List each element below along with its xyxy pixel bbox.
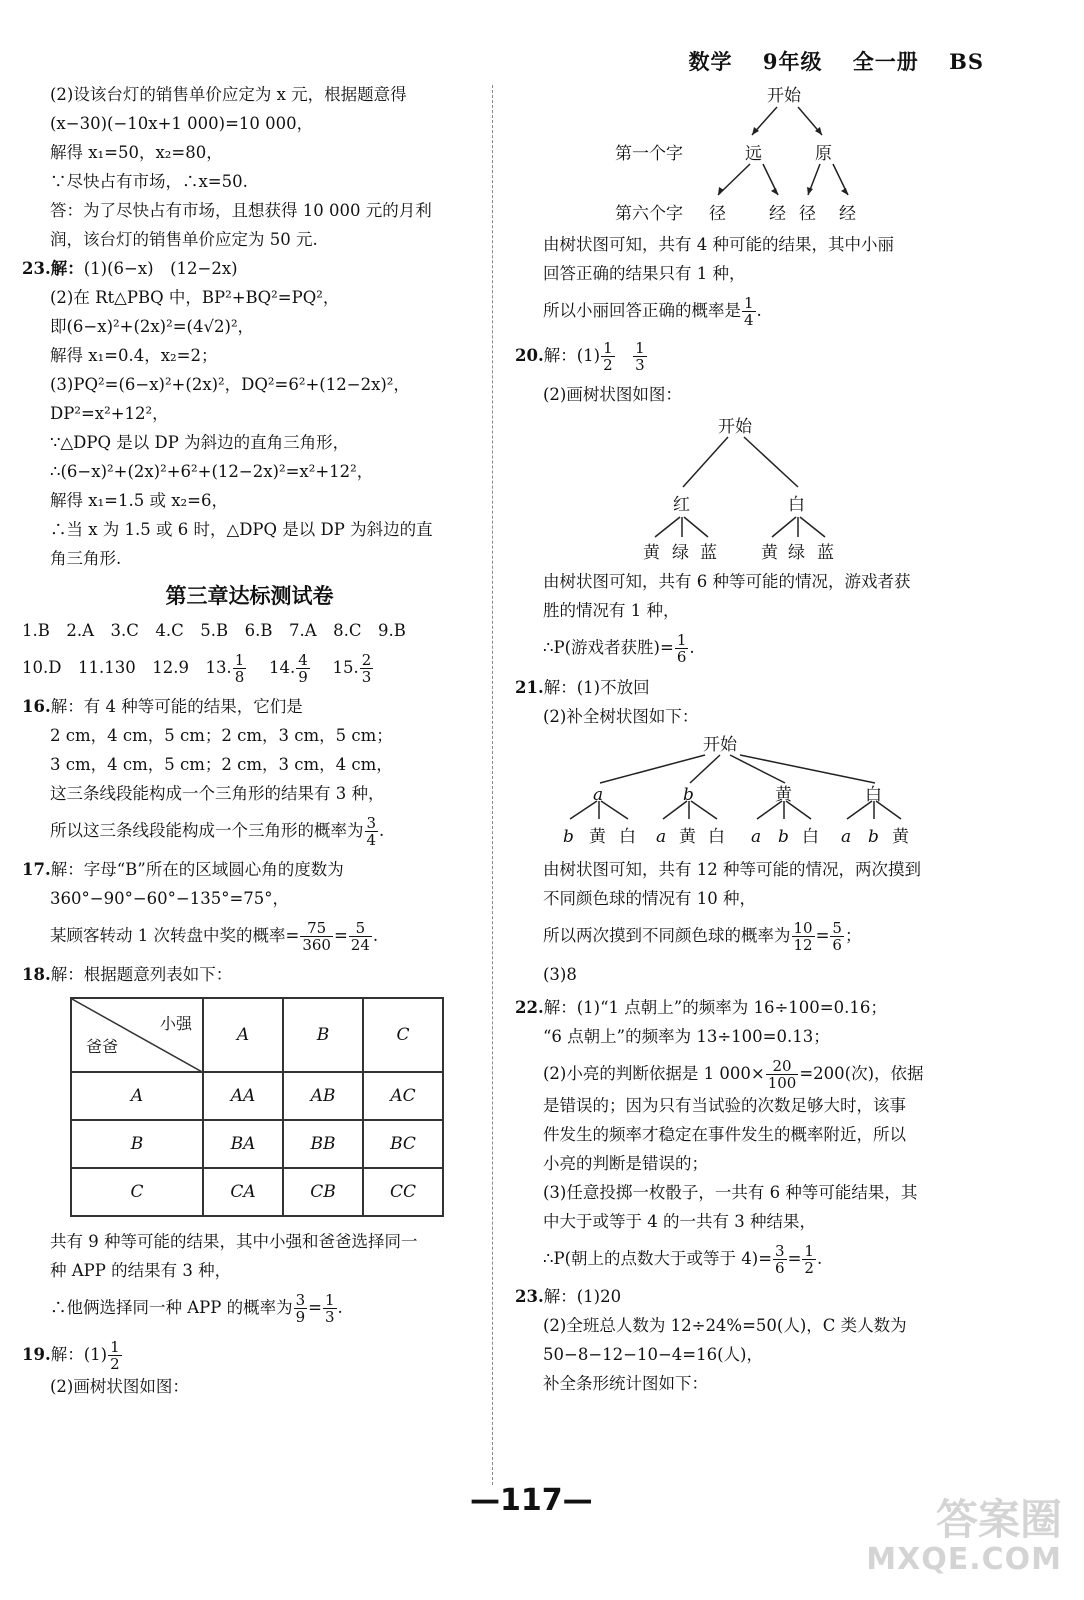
header-edition: BS xyxy=(949,49,984,74)
tree-node: 白 xyxy=(619,827,636,847)
text-line: (2)画树状图如图： xyxy=(543,385,682,404)
table-header-row xyxy=(71,998,443,1072)
fraction xyxy=(773,1243,787,1276)
watermark-url: MXQE.COM xyxy=(866,1542,1062,1577)
tree-node: a xyxy=(656,827,667,847)
text-span: ∴他俩选择同一种 APP 的概率为 xyxy=(50,1298,293,1317)
text-line xyxy=(543,1058,985,1091)
denominator: 12 xyxy=(793,936,813,954)
text-line: 胜的情况有 1 种， xyxy=(543,601,680,620)
q16-body xyxy=(22,721,477,848)
question-number: 18. xyxy=(22,965,51,984)
header-subject: 数学 xyxy=(688,49,733,74)
table-cell: CC xyxy=(363,1168,443,1216)
left-column xyxy=(22,80,477,1401)
text-line: 解得 x₁=50，x₂=80， xyxy=(50,143,223,162)
q22-body xyxy=(515,1022,985,1276)
tree-node: b xyxy=(868,827,879,847)
text-line: (1)(6−x) (12−2x) xyxy=(83,259,238,278)
text-line: 共有 9 种等可能的结果，其中小强和爸爸选择同一 xyxy=(50,1232,418,1251)
tree-node-root: 开始 xyxy=(718,417,752,437)
q23-body xyxy=(22,283,477,573)
tree-node: 蓝 xyxy=(700,543,717,563)
right-column xyxy=(515,80,985,1398)
fraction xyxy=(294,1292,308,1325)
tree-node: a xyxy=(841,827,852,847)
text-line: ∵△DPQ 是以 DP 为斜边的直角三角形， xyxy=(50,433,350,452)
answer-text: 10.D 11.130 12.9 13. xyxy=(22,658,232,677)
text-line: ∴(6−x)²+(2x)²+6²+(12−2x)²=x²+12²， xyxy=(50,462,374,481)
text-line: 某顾客转动 1 次转盘中奖的概率= $\frac{75}{360}$ = $\frac{5}{24}$ . xyxy=(50,919,379,954)
text-line: 由树状图可知，共有 4 种可能的结果，其中小丽 xyxy=(543,235,894,254)
fraction xyxy=(742,295,756,328)
text-line: 答：为了尽快占有市场，且想获得 10 000 元的月利 xyxy=(50,201,432,220)
numerator: 4 xyxy=(298,651,308,669)
text-line: (3)PQ²=(6−x)²+(2x)²，DQ²=6²+(12−2x)²， xyxy=(50,375,410,394)
numerator: 2 xyxy=(361,651,372,669)
numerator: 1 xyxy=(110,1338,120,1356)
question-number: 23. xyxy=(22,259,51,278)
tree-diagram-words xyxy=(515,80,985,230)
denominator: 4 xyxy=(366,831,377,849)
text-line: 补全条形统计图如下： xyxy=(543,1374,708,1393)
tree-node: a xyxy=(593,785,604,805)
numerator: 1 xyxy=(676,631,687,649)
denominator: 6 xyxy=(676,648,687,666)
text-line: 所以这三条线段能构成一个三角形的概率为 $\frac{3}{4}$ . xyxy=(50,814,385,849)
text-span: =200(次)，依据 xyxy=(799,1064,924,1083)
outcome-table xyxy=(70,997,444,1217)
q23-heading xyxy=(22,254,477,283)
q20-conclusion xyxy=(515,567,985,665)
text-line: 解：字母“B”所在的区域圆心角的度数为 xyxy=(50,860,344,879)
header-volume: 全一册 xyxy=(852,49,919,74)
text-line: 360°−90°−60°−135°=75°， xyxy=(50,889,290,908)
fraction xyxy=(792,920,815,953)
text-line: ∵尽快占有市场，∴x=50. xyxy=(50,172,248,191)
tree-node: 远 xyxy=(745,144,762,164)
denominator: 6 xyxy=(832,936,842,954)
numerator: 1 xyxy=(603,339,613,357)
denominator: 3 xyxy=(325,1308,335,1326)
text-span: 解：(1) xyxy=(543,346,601,365)
tree-node: 黄 xyxy=(643,543,660,563)
q23r-body xyxy=(515,1311,985,1398)
text-line: 即(6−x)²+(2x)²=(4√2)²， xyxy=(50,317,255,336)
table-row xyxy=(71,1120,443,1168)
text-line: DP²=x²+12²， xyxy=(50,404,169,423)
numerator: 1 xyxy=(234,651,245,669)
tree-node: 黄 xyxy=(679,827,696,847)
text-line: 解：根据题意列表如下： xyxy=(50,965,233,984)
table-cell: AA xyxy=(203,1072,283,1120)
text-line: 中大于或等于 4 的一共有 3 种结果， xyxy=(543,1212,816,1231)
text-line: 解：(1)20 xyxy=(543,1287,622,1306)
text-line: (3)8 xyxy=(543,965,577,984)
table-cell: AB xyxy=(283,1072,363,1120)
tree-node: 红 xyxy=(673,495,690,515)
text-line: 回答正确的结果只有 1 种， xyxy=(543,264,746,283)
text-span: 某顾客转动 1 次转盘中奖的概率= xyxy=(50,926,300,945)
column-divider xyxy=(492,85,493,1485)
text-line: 解得 x₁=0.4，x₂=2； xyxy=(50,346,218,365)
text-line: (2)在 Rt△PBQ 中，BP²+BQ²=PQ²， xyxy=(50,288,340,307)
table-corner-cell xyxy=(71,998,203,1072)
q22-part2 xyxy=(22,80,477,254)
table-row xyxy=(71,1168,443,1216)
fraction xyxy=(802,1243,816,1276)
tree-node-root: 开始 xyxy=(767,86,801,106)
text-span: ∴P(游戏者获胜)= xyxy=(543,638,674,657)
numerator: 3 xyxy=(775,1242,785,1260)
tree-node: 绿 xyxy=(672,543,689,563)
table-row xyxy=(71,1072,443,1120)
text-span: 所以这三条线段能构成一个三角形的概率为 xyxy=(50,821,364,840)
question-number: 16. xyxy=(22,697,51,716)
answer-row: 1.B 2.A 3.C 4.C 5.B 6.B 7.A 8.C 9.B xyxy=(22,621,406,640)
text-line: 不同颜色球的情况有 10 种， xyxy=(543,889,756,908)
text-line: 3 cm，4 cm，5 cm；2 cm，3 cm，4 cm， xyxy=(50,755,393,774)
q18-heading xyxy=(22,960,477,989)
watermark xyxy=(866,1495,1062,1580)
table-cell: C xyxy=(71,1168,203,1216)
q16-heading xyxy=(22,692,477,721)
tree-branches xyxy=(515,731,985,851)
text-line: 小亮的判断是错误的； xyxy=(543,1154,708,1173)
denominator: 8 xyxy=(234,668,245,686)
tree-diagram-colors xyxy=(515,409,985,567)
numerator: 1 xyxy=(804,1242,814,1260)
page-header xyxy=(667,46,984,76)
tree-node: b xyxy=(778,827,789,847)
page-number: —117— xyxy=(470,1483,593,1518)
header-grade: 9年级 xyxy=(762,49,823,74)
fraction xyxy=(323,1292,337,1325)
text-line: ∴他俩选择同一种 APP 的概率为 $\frac{3}{9}$ = $\frac{1}{3}$ . xyxy=(50,1291,343,1326)
fraction xyxy=(296,652,310,685)
q23r-heading xyxy=(515,1282,985,1311)
tree-node: 黄 xyxy=(775,785,792,805)
q21-heading xyxy=(515,673,985,702)
fraction xyxy=(633,340,647,373)
watermark-logo: 答案圈 xyxy=(935,1495,1062,1544)
text-span: (2)小亮的判断依据是 1 000× xyxy=(543,1064,765,1083)
tree-node: b xyxy=(563,827,574,847)
denominator: 3 xyxy=(635,356,645,374)
text-line: (2)全班总人数为 12÷24%=50(人)，C 类人数为 xyxy=(543,1316,907,1335)
text-line: 解：有 4 种等可能的结果，它们是 xyxy=(50,697,303,716)
question-number: 20. xyxy=(515,346,544,365)
text-line: ∴P(朝上的点数大于或等于 4)= $\frac{3}{6}$ = $\frac{1}{2}$ . xyxy=(543,1242,823,1277)
answer-text: 15. xyxy=(332,658,359,677)
table-cell: CA xyxy=(203,1168,283,1216)
denominator: 100 xyxy=(767,1074,797,1092)
numerator: 75 xyxy=(300,920,333,937)
tree-node: 原 xyxy=(815,144,832,164)
text-line: 解：(1)不放回 xyxy=(543,678,650,697)
text-span: 所以小丽回答正确的概率是 xyxy=(543,301,741,320)
fraction xyxy=(300,920,333,953)
text-span: 所以两次摸到不同颜色球的概率为 xyxy=(543,926,791,945)
numerator: 1 xyxy=(635,339,645,357)
tree-node: 黄 xyxy=(892,827,909,847)
table-cell: BB xyxy=(283,1120,363,1168)
tree-node-root: 开始 xyxy=(703,735,737,755)
fraction xyxy=(360,652,374,685)
denominator: 6 xyxy=(775,1259,785,1277)
text-line: 是错误的；因为只有当试验的次数足够大时，该事 xyxy=(543,1096,906,1115)
denominator: 360 xyxy=(302,936,331,954)
fraction xyxy=(830,920,844,953)
numerator: 10 xyxy=(793,919,813,937)
denominator: 3 xyxy=(361,668,372,686)
denominator: 2 xyxy=(110,1355,120,1373)
denominator: 24 xyxy=(350,936,370,954)
tree-node: 白 xyxy=(865,785,882,805)
text-line: ∴P(游戏者获胜)= $\frac{1}{6}$ . xyxy=(543,631,695,666)
tree-node: a xyxy=(751,827,762,847)
text-line: 由树状图可知，共有 12 种等可能的情况，两次摸到 xyxy=(543,860,921,879)
numerator: 3 xyxy=(366,814,377,832)
text-line: 由树状图可知，共有 6 种等可能的情况，游戏者获 xyxy=(543,572,911,591)
text-line: 所以两次摸到不同颜色球的概率为 $\frac{10}{12}$ = $\frac{5}{6}$ ； xyxy=(543,919,862,954)
tree-node: 经 xyxy=(839,204,856,224)
tree-level-label: 第一个字 xyxy=(615,144,683,164)
corner-label-bottom: 爸爸 xyxy=(86,1037,119,1056)
text-line: ∴当 x 为 1.5 或 6 时，△DPQ 是以 DP 为斜边的直 xyxy=(50,520,433,539)
tree-node: 径 xyxy=(709,204,726,224)
answer-text: 14. xyxy=(268,658,296,677)
fraction xyxy=(766,1058,799,1091)
q19-heading xyxy=(22,1339,477,1372)
text-span: ∴P(朝上的点数大于或等于 4)= xyxy=(543,1249,773,1268)
denominator: 9 xyxy=(298,668,308,686)
tree-node: 蓝 xyxy=(817,543,834,563)
fraction xyxy=(675,632,689,665)
text-line: 角三角形. xyxy=(50,549,122,568)
numerator: 20 xyxy=(766,1058,799,1075)
fraction xyxy=(601,340,615,373)
corner-label-top: 小强 xyxy=(159,1014,192,1033)
fraction xyxy=(365,815,379,848)
table-header-cell: B xyxy=(283,998,363,1072)
question-number: 22. xyxy=(515,998,544,1017)
text-line: 所以小丽回答正确的概率是 $\frac{1}{4}$ . xyxy=(543,294,762,329)
chapter-title: 第三章达标测试卷 xyxy=(165,583,334,608)
text-line: (2)画树状图如图： xyxy=(50,1377,189,1396)
q22-heading xyxy=(515,993,985,1022)
text-line: (3)任意投掷一枚骰子，一共有 6 种等可能结果，其 xyxy=(543,1183,918,1202)
text-line: 50−8−12−10−4=16(人)， xyxy=(543,1345,763,1364)
text-line: (x−30)(−10x+1 000)=10 000， xyxy=(50,114,314,133)
question-number: 21. xyxy=(515,678,544,697)
denominator: 2 xyxy=(804,1259,814,1277)
tree-node: 白 xyxy=(708,827,725,847)
text-line: 2 cm，4 cm，5 cm；2 cm，3 cm，5 cm； xyxy=(50,726,393,745)
tree-node: 白 xyxy=(802,827,819,847)
text-line: (2)补全树状图如下： xyxy=(543,707,699,726)
table-cell: CB xyxy=(283,1168,363,1216)
text-line: (2)设该台灯的销售单价应定为 x 元，根据题意得 xyxy=(50,85,407,104)
q17-heading xyxy=(22,855,477,884)
q20-heading xyxy=(515,340,985,373)
tree-node: 黄 xyxy=(589,827,606,847)
numerator: 1 xyxy=(325,1291,335,1309)
fraction xyxy=(233,652,247,685)
text-line: 解：(1)“1 点朝上”的频率为 16÷100=0.16； xyxy=(543,998,887,1017)
denominator: 9 xyxy=(295,1308,306,1326)
numerator: 3 xyxy=(295,1291,306,1309)
fraction xyxy=(108,1339,122,1372)
tree-node: 绿 xyxy=(788,543,805,563)
text-line: 解得 x₁=1.5 或 x₂=6， xyxy=(50,491,228,510)
table-header-cell: A xyxy=(203,998,283,1072)
text-span: 解：(1) xyxy=(50,1345,108,1364)
table-cell: B xyxy=(71,1120,203,1168)
table-cell: AC xyxy=(363,1072,443,1120)
table-cell: BC xyxy=(363,1120,443,1168)
text-line: 件发生的频率才稳定在事件发生的概率附近，所以 xyxy=(543,1125,906,1144)
tree-node: 经 xyxy=(769,204,786,224)
q17-body xyxy=(22,884,477,953)
q21-conclusion xyxy=(515,855,985,989)
fraction xyxy=(349,920,372,953)
q19-conclusion xyxy=(515,230,985,328)
answer-row xyxy=(22,652,477,685)
question-number: 23. xyxy=(515,1287,544,1306)
answer-lead: 解： xyxy=(50,259,84,278)
numerator: 5 xyxy=(349,920,372,937)
tree-level-label: 第六个字 xyxy=(615,204,683,224)
text-line: 这三条线段能构成一个三角形的结果有 3 种， xyxy=(50,784,385,803)
table-header-cell: C xyxy=(363,998,443,1072)
text-line: 润，该台灯的销售单价应定为 50 元. xyxy=(50,230,318,249)
text-line: 种 APP 的结果有 3 种， xyxy=(50,1261,232,1280)
tree-diagram-balls xyxy=(515,731,985,851)
tree-node: b xyxy=(683,785,694,805)
tree-node: 径 xyxy=(799,204,816,224)
tree-node: 白 xyxy=(788,495,805,515)
table-cell: BA xyxy=(203,1120,283,1168)
numerator: 1 xyxy=(744,294,754,312)
q18-body xyxy=(22,1227,477,1325)
question-number: 19. xyxy=(22,1345,51,1364)
tree-node: 黄 xyxy=(761,543,778,563)
question-number: 17. xyxy=(22,860,51,879)
denominator: 4 xyxy=(744,311,754,329)
table-cell: A xyxy=(71,1072,203,1120)
denominator: 2 xyxy=(603,356,613,374)
text-line: “6 点朝上”的频率为 13÷100=0.13； xyxy=(543,1027,830,1046)
numerator: 5 xyxy=(832,919,842,937)
